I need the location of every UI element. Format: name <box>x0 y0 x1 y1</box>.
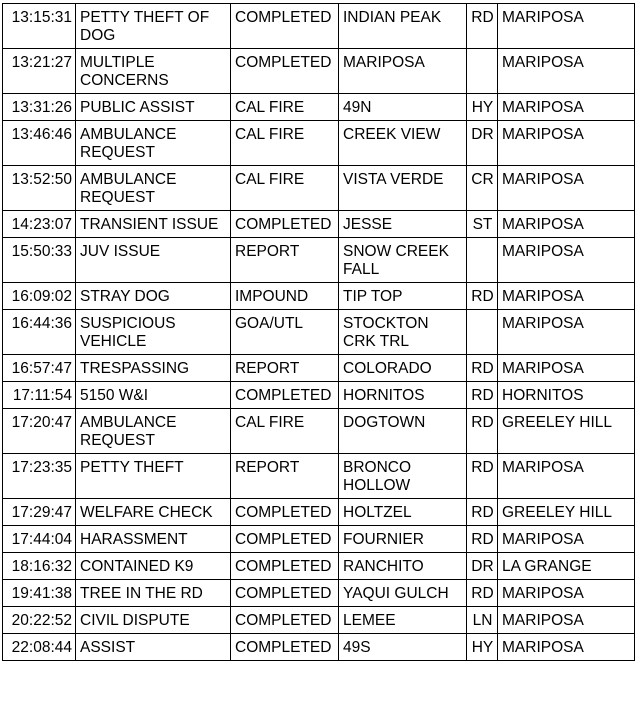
street-suffix-cell: LN <box>467 607 498 634</box>
incident-type-cell: WELFARE CHECK <box>76 499 231 526</box>
disposition-cell: COMPLETED <box>231 553 339 580</box>
incident-type-cell: AMBULANCE REQUEST <box>76 121 231 166</box>
street-cell: STOCKTON CRK TRL <box>339 310 467 355</box>
disposition-cell: COMPLETED <box>231 382 339 409</box>
incident-type-cell: 5150 W&I <box>76 382 231 409</box>
table-row <box>3 121 635 166</box>
time-cell: 16:09:02 <box>3 283 76 310</box>
street-suffix-cell: RD <box>467 580 498 607</box>
incident-type-cell: SUSPICIOUS VEHICLE <box>76 310 231 355</box>
disposition-cell: COMPLETED <box>231 211 339 238</box>
table-row <box>3 499 635 526</box>
disposition-cell: COMPLETED <box>231 607 339 634</box>
disposition-cell: CAL FIRE <box>231 121 339 166</box>
disposition-cell: COMPLETED <box>231 634 339 661</box>
city-cell: GREELEY HILL <box>498 499 635 526</box>
time-cell: 13:52:50 <box>3 166 76 211</box>
time-cell: 17:29:47 <box>3 499 76 526</box>
time-cell: 16:44:36 <box>3 310 76 355</box>
disposition-cell: COMPLETED <box>231 580 339 607</box>
disposition-cell: COMPLETED <box>231 499 339 526</box>
city-cell: MARIPOSA <box>498 580 635 607</box>
table-row <box>3 166 635 211</box>
street-cell: INDIAN PEAK <box>339 4 467 49</box>
disposition-cell: IMPOUND <box>231 283 339 310</box>
city-cell: LA GRANGE <box>498 553 635 580</box>
disposition-cell: REPORT <box>231 238 339 283</box>
table-row <box>3 238 635 283</box>
city-cell: MARIPOSA <box>498 121 635 166</box>
street-cell: MARIPOSA <box>339 49 467 94</box>
street-suffix-cell: DR <box>467 121 498 166</box>
street-suffix-cell <box>467 310 498 355</box>
disposition-cell: REPORT <box>231 454 339 499</box>
disposition-cell: COMPLETED <box>231 526 339 553</box>
call-log-body <box>3 4 635 661</box>
street-suffix-cell <box>467 49 498 94</box>
time-cell: 13:21:27 <box>3 49 76 94</box>
incident-type-cell: CONTAINED K9 <box>76 553 231 580</box>
city-cell: HORNITOS <box>498 382 635 409</box>
time-cell: 22:08:44 <box>3 634 76 661</box>
table-row <box>3 580 635 607</box>
city-cell: MARIPOSA <box>498 4 635 49</box>
incident-type-cell: ASSIST <box>76 634 231 661</box>
street-suffix-cell: ST <box>467 211 498 238</box>
table-row <box>3 382 635 409</box>
incident-type-cell: TREE IN THE RD <box>76 580 231 607</box>
street-cell: BRONCO HOLLOW <box>339 454 467 499</box>
time-cell: 19:41:38 <box>3 580 76 607</box>
time-cell: 16:57:47 <box>3 355 76 382</box>
street-suffix-cell: DR <box>467 553 498 580</box>
street-suffix-cell: RD <box>467 4 498 49</box>
time-cell: 13:15:31 <box>3 4 76 49</box>
street-cell: 49N <box>339 94 467 121</box>
disposition-cell: REPORT <box>231 355 339 382</box>
table-row <box>3 211 635 238</box>
street-suffix-cell: CR <box>467 166 498 211</box>
incident-type-cell: MULTIPLE CONCERNS <box>76 49 231 94</box>
incident-type-cell: HARASSMENT <box>76 526 231 553</box>
street-cell: SNOW CREEK FALL <box>339 238 467 283</box>
time-cell: 17:23:35 <box>3 454 76 499</box>
street-cell: HORNITOS <box>339 382 467 409</box>
table-row <box>3 4 635 49</box>
disposition-cell: CAL FIRE <box>231 409 339 454</box>
street-cell: COLORADO <box>339 355 467 382</box>
incident-type-cell: PETTY THEFT <box>76 454 231 499</box>
disposition-cell: CAL FIRE <box>231 166 339 211</box>
time-cell: 13:46:46 <box>3 121 76 166</box>
street-suffix-cell: RD <box>467 409 498 454</box>
time-cell: 14:23:07 <box>3 211 76 238</box>
incident-type-cell: AMBULANCE REQUEST <box>76 409 231 454</box>
time-cell: 15:50:33 <box>3 238 76 283</box>
city-cell: MARIPOSA <box>498 283 635 310</box>
street-suffix-cell: RD <box>467 355 498 382</box>
table-row <box>3 526 635 553</box>
incident-type-cell: CIVIL DISPUTE <box>76 607 231 634</box>
street-cell: CREEK VIEW <box>339 121 467 166</box>
incident-type-cell: JUV ISSUE <box>76 238 231 283</box>
incident-type-cell: PUBLIC ASSIST <box>76 94 231 121</box>
street-cell: 49S <box>339 634 467 661</box>
time-cell: 13:31:26 <box>3 94 76 121</box>
street-suffix-cell: RD <box>467 499 498 526</box>
city-cell: MARIPOSA <box>498 238 635 283</box>
street-cell: YAQUI GULCH <box>339 580 467 607</box>
table-row <box>3 607 635 634</box>
table-row <box>3 94 635 121</box>
street-suffix-cell: RD <box>467 382 498 409</box>
street-cell: TIP TOP <box>339 283 467 310</box>
table-row <box>3 409 635 454</box>
street-suffix-cell: HY <box>467 94 498 121</box>
city-cell: MARIPOSA <box>498 454 635 499</box>
incident-type-cell: PETTY THEFT OF DOG <box>76 4 231 49</box>
table-row <box>3 310 635 355</box>
time-cell: 17:44:04 <box>3 526 76 553</box>
time-cell: 17:11:54 <box>3 382 76 409</box>
disposition-cell: GOA/UTL <box>231 310 339 355</box>
city-cell: MARIPOSA <box>498 355 635 382</box>
city-cell: MARIPOSA <box>498 94 635 121</box>
incident-type-cell: STRAY DOG <box>76 283 231 310</box>
city-cell: MARIPOSA <box>498 607 635 634</box>
street-suffix-cell <box>467 238 498 283</box>
table-row <box>3 454 635 499</box>
street-cell: HOLTZEL <box>339 499 467 526</box>
street-suffix-cell: RD <box>467 526 498 553</box>
time-cell: 17:20:47 <box>3 409 76 454</box>
incident-type-cell: TRESPASSING <box>76 355 231 382</box>
street-suffix-cell: HY <box>467 634 498 661</box>
call-log-table <box>2 3 635 661</box>
table-row <box>3 49 635 94</box>
city-cell: MARIPOSA <box>498 526 635 553</box>
time-cell: 20:22:52 <box>3 607 76 634</box>
city-cell: MARIPOSA <box>498 634 635 661</box>
city-cell: MARIPOSA <box>498 49 635 94</box>
street-cell: LEMEE <box>339 607 467 634</box>
street-cell: DOGTOWN <box>339 409 467 454</box>
disposition-cell: COMPLETED <box>231 4 339 49</box>
city-cell: GREELEY HILL <box>498 409 635 454</box>
street-suffix-cell: RD <box>467 454 498 499</box>
city-cell: MARIPOSA <box>498 310 635 355</box>
city-cell: MARIPOSA <box>498 166 635 211</box>
street-cell: VISTA VERDE <box>339 166 467 211</box>
street-cell: FOURNIER <box>339 526 467 553</box>
incident-type-cell: AMBULANCE REQUEST <box>76 166 231 211</box>
disposition-cell: CAL FIRE <box>231 94 339 121</box>
table-row <box>3 283 635 310</box>
street-suffix-cell: RD <box>467 283 498 310</box>
street-cell: JESSE <box>339 211 467 238</box>
time-cell: 18:16:32 <box>3 553 76 580</box>
table-row <box>3 355 635 382</box>
disposition-cell: COMPLETED <box>231 49 339 94</box>
city-cell: MARIPOSA <box>498 211 635 238</box>
incident-type-cell: TRANSIENT ISSUE <box>76 211 231 238</box>
table-row <box>3 553 635 580</box>
street-cell: RANCHITO <box>339 553 467 580</box>
table-row <box>3 634 635 661</box>
